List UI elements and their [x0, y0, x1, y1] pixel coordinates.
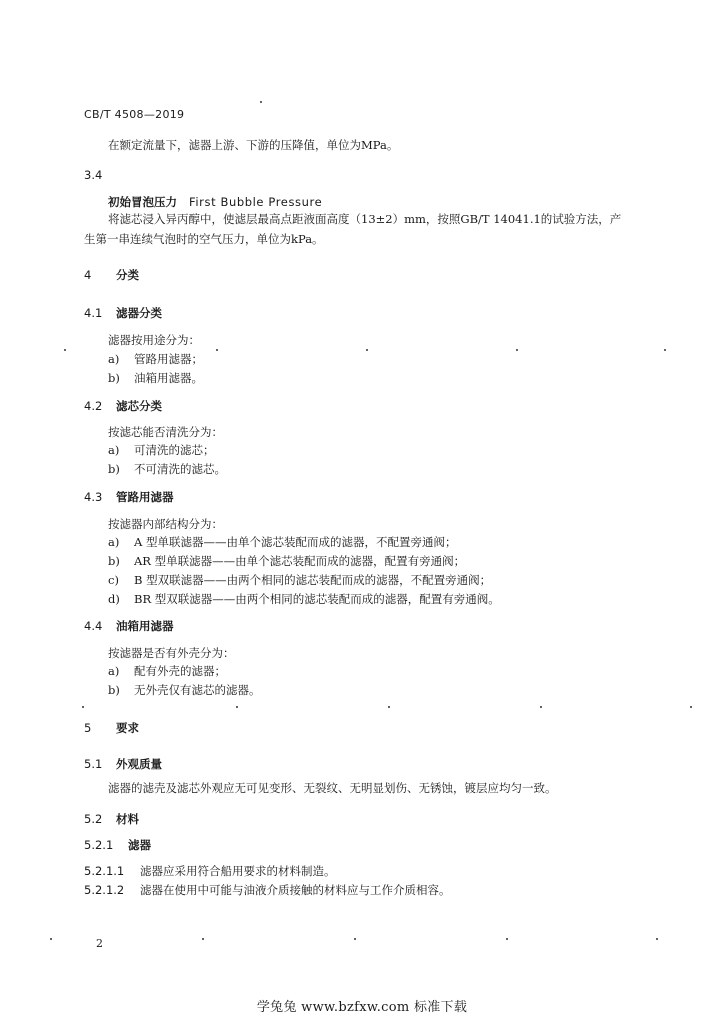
scan-speck	[216, 349, 218, 351]
section-5-2-1-heading: 5.2.1 滤器	[84, 838, 151, 852]
scan-speck	[656, 938, 658, 940]
term-en: First Bubble Pressure	[189, 195, 323, 209]
scan-speck	[236, 706, 238, 708]
section-4-heading: 4 分类	[84, 268, 139, 282]
section-4-2-heading: 4.2 滤芯分类	[84, 399, 162, 413]
clause-3-4-number: 3.4	[84, 168, 103, 182]
footer-watermark: 学兔兔 www.bzfxw.com 标准下载	[256, 1000, 468, 1015]
section-4-1-intro: 滤器按用途分为：	[108, 333, 200, 347]
scan-speck	[506, 938, 508, 940]
scan-speck	[64, 349, 66, 351]
section-4-3-intro: 按滤器内部结构分为：	[108, 517, 223, 531]
scan-speck	[388, 706, 390, 708]
section-4-4-heading: 4.4 油箱用滤器	[84, 619, 174, 633]
section-5-1-heading: 5.1 外观质量	[84, 757, 162, 771]
document-code: CB/T 4508—2019	[84, 108, 185, 121]
section-4-2-intro: 按滤芯能否清洗分为：	[108, 425, 223, 439]
section-4-1-heading: 4.1 滤器分类	[84, 306, 162, 320]
list-item: b) 不可清洗的滤芯。	[108, 462, 226, 476]
scan-speck	[82, 706, 84, 708]
list-item: a) A 型单联滤器——由单个滤芯装配而成的滤器，不配置旁通阀；	[108, 535, 457, 549]
section-4-3-heading: 4.3 管路用滤器	[84, 490, 174, 504]
term-cn: 初始冒泡压力	[108, 195, 177, 209]
term-3-4	[108, 194, 322, 210]
scan-speck	[540, 706, 542, 708]
scan-speck	[354, 938, 356, 940]
section-5-1-body: 滤器的滤壳及滤芯外观应无可见变形、无裂纹、无明显划伤、无锈蚀，镀层应均匀一致。	[108, 781, 557, 795]
scan-speck	[366, 349, 368, 351]
scan-speck	[260, 101, 262, 103]
list-item: c) B 型双联滤器——由两个相同的滤芯装配而成的滤器，不配置旁通阀；	[108, 573, 492, 587]
section-4-4-intro: 按滤器是否有外壳分为：	[108, 646, 235, 660]
scan-speck	[202, 938, 204, 940]
list-item: a) 配有外壳的滤器；	[108, 664, 226, 678]
scan-speck	[690, 706, 692, 708]
list-item: a) 管路用滤器；	[108, 352, 203, 366]
scan-speck	[516, 349, 518, 351]
list-item: a) 可清洗的滤芯；	[108, 443, 215, 457]
list-item: b) 无外壳仅有滤芯的滤器。	[108, 683, 261, 697]
list-item: b) AR 型单联滤器——由单个滤芯装配而成的滤器，配置有旁通阀；	[108, 554, 466, 568]
definition-3-4-line1: 将滤芯浸入异丙醇中，使滤层最高点距液面高度（13±2）mm，按照GB/T 14041.1的试验方法，产	[108, 212, 622, 226]
list-item: d) BR 型双联滤器——由两个相同的滤芯装配而成的滤器，配置有旁通阀。	[108, 592, 500, 606]
definition-3-4-line2: 生第一串连续气泡时的空气压力，单位为kPa。	[84, 232, 324, 246]
page-number: 2	[96, 937, 103, 950]
clause-5-2-1-1: 5.2.1.1 滤器应采用符合船用要求的材料制造。	[84, 864, 336, 878]
definition-3-3: 在额定流量下，滤器上游、下游的压降值，单位为MPa。	[108, 138, 399, 152]
scan-speck	[664, 349, 666, 351]
clause-5-2-1-2: 5.2.1.2 滤器在使用中可能与油液介质接触的材料应与工作介质相容。	[84, 883, 451, 897]
section-5-heading: 5 要求	[84, 721, 139, 735]
section-5-2-heading: 5.2 材料	[84, 812, 139, 826]
scan-speck	[50, 938, 52, 940]
list-item: b) 油箱用滤器。	[108, 371, 203, 385]
